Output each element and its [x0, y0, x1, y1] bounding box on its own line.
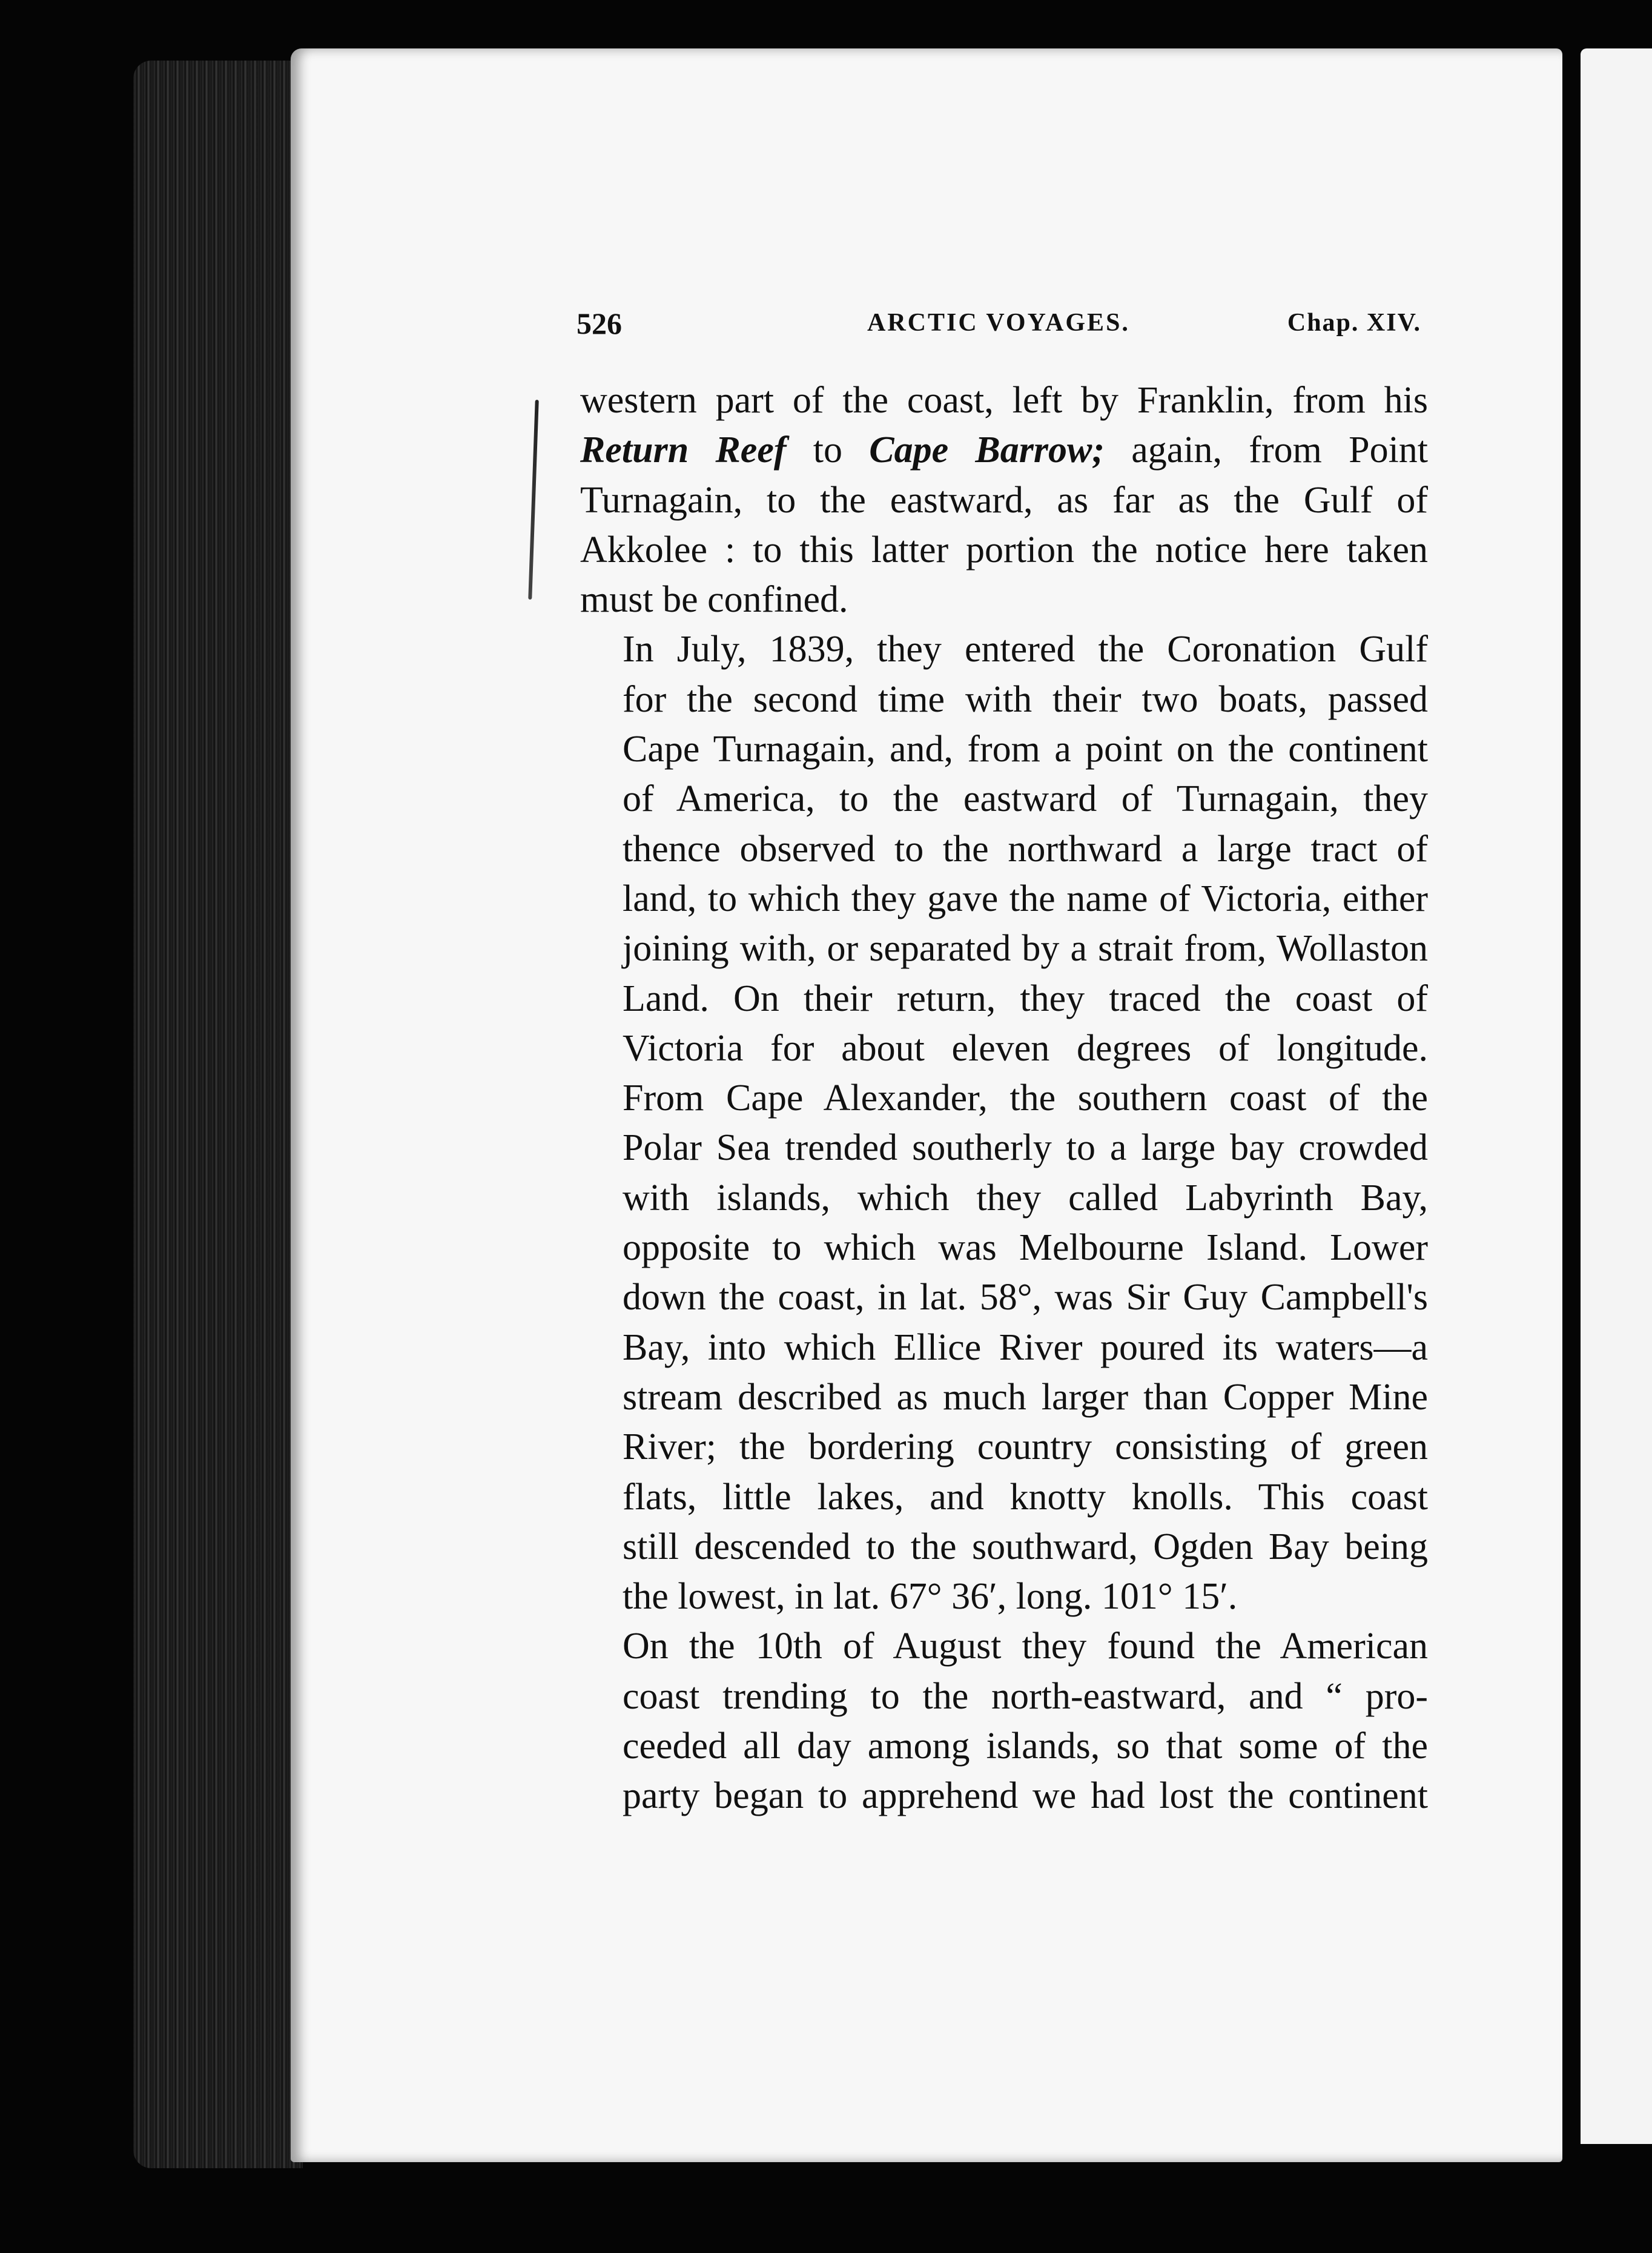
text-line: for the second time with their two boats, passed: [623, 678, 1428, 720]
body-text: [580, 375, 1428, 1821]
text-line-italic-mix: [580, 425, 1428, 475]
text-line: still descended to the southward, Ogden Bay being: [623, 1526, 1428, 1567]
text-line: Cape Turnagain, and, from a point on the continent: [623, 729, 1428, 770]
chapter-label: Chap. XIV.: [1287, 309, 1421, 337]
facing-page-edge: [1581, 48, 1652, 2144]
text-line: From Cape Alexander, the southern coast of the: [623, 1077, 1428, 1119]
text-line: Akkolee : to this latter portion the notice here taken: [580, 529, 1428, 571]
running-title: ARCTIC VOYAGES.: [867, 309, 1130, 337]
text-line: coast trending to the north-eastward, and “ pro-: [623, 1675, 1428, 1717]
text-line: stream described as much larger than Copper Mine: [623, 1376, 1428, 1418]
text-line: the lowest, in lat. 67° 36′, long. 101° 15′.: [623, 1576, 1238, 1618]
text-line: thence observed to the northward a large tract of: [623, 828, 1428, 870]
text-line: Victoria for about eleven degrees of longitude.: [623, 1027, 1428, 1069]
paragraph-2: [580, 624, 1428, 1621]
text-line: Turnagain, to the eastward, as far as the Gulf of: [580, 479, 1428, 521]
text-run: again, from Point: [1131, 429, 1429, 471]
text-line: River; the bordering country consisting of green: [623, 1426, 1428, 1468]
book-fore-edge: [133, 61, 303, 2168]
text-line: joining with, or separated by a strait from, Wollaston: [623, 928, 1428, 970]
text-line: Polar Sea trended southerly to a large bay crowded: [623, 1127, 1428, 1169]
text-line: down the coast, in lat. 58°, was Sir Guy Campbell's: [623, 1277, 1428, 1318]
italic-run: Return Reef: [580, 429, 787, 471]
text-run: to: [813, 429, 842, 471]
text-line: On the 10th of August they found the American: [623, 1626, 1428, 1667]
text-line: Bay, into which Ellice River poured its waters—a: [623, 1326, 1428, 1368]
text-line: of America, to the eastward of Turnagain, they: [623, 778, 1428, 820]
text-line: flats, little lakes, and knotty knolls. This coast: [623, 1476, 1428, 1518]
text-line: opposite to which was Melbourne Island. Lower: [623, 1227, 1428, 1269]
page-number: 526: [577, 306, 622, 340]
paragraph-1: [580, 375, 1428, 624]
text-line: In July, 1839, they entered the Coronation Gulf: [623, 629, 1428, 670]
running-head: [577, 306, 1421, 348]
text-line: Land. On their return, they traced the coast of: [623, 978, 1428, 1019]
text-line: western part of the coast, left by Franklin, from his: [580, 380, 1428, 421]
text-line: must be confined.: [580, 579, 848, 621]
paragraph-3: [580, 1621, 1428, 1821]
text-line: ceeded all day among islands, so that some of the: [623, 1725, 1428, 1767]
text-line: with islands, which they called Labyrinth Bay,: [623, 1177, 1428, 1219]
italic-run: Cape Barrow;: [869, 429, 1105, 471]
text-line: land, to which they gave the name of Victoria, either: [623, 878, 1428, 919]
text-line: party began to apprehend we had lost the continent: [623, 1775, 1428, 1817]
